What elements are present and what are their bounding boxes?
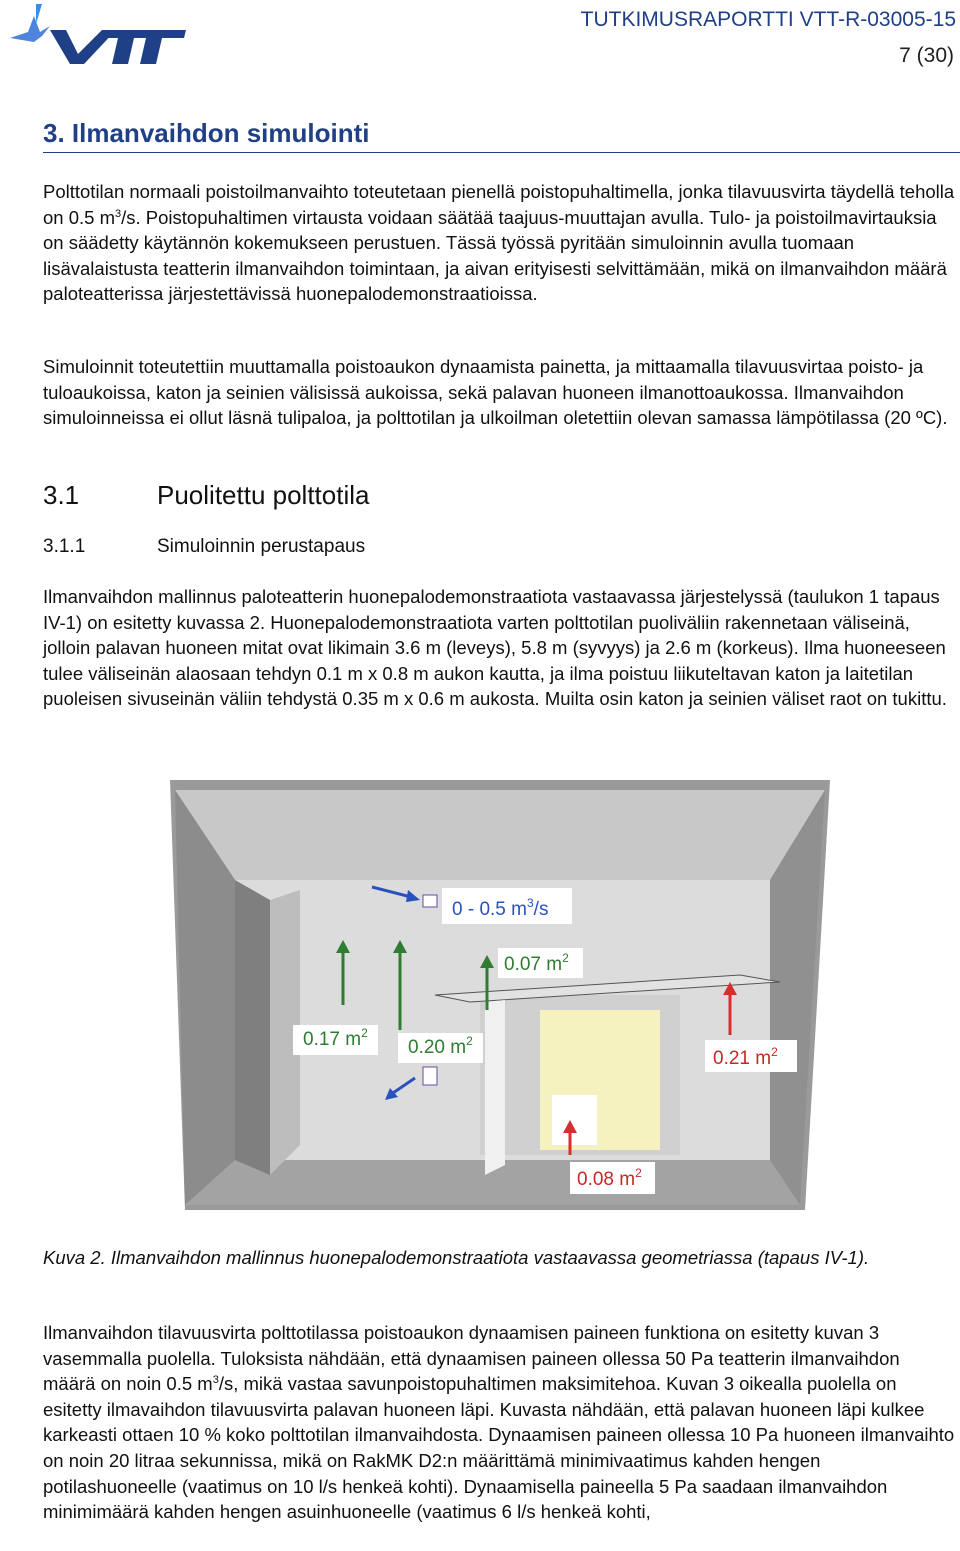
report-id: TUTKIMUSRAPORTTI VTT-R-03005-15 [580, 8, 956, 31]
figure-caption: Kuva 2. Ilmanvaihdon mallinnus huonepalodemonstraatiota vastaavassa geometriassa (tapaus IV-1). [43, 1247, 870, 1268]
ventilation-model-figure [140, 770, 840, 1220]
label-area-0-08: 0.08 $m^2$ [577, 1166, 642, 1190]
label-area-0-21: 0.21 $m^2$ [713, 1045, 778, 1069]
paragraph-3: Ilmanvaihdon mallinnus paloteatterin huonepalodemonstraatiota vastaavassa järjestelyssä (taulukon 1 tapaus IV-1) on esitetty kuvassa 2. Huonepalodemonstraatiota varten polttotilan puoliväliin rakennetaan väliseinä, jolloin palavan huoneen mitat ovat likimain 3.6 m (leveys), 5.8 m (syvyys) ja 2.6 m (korkeus). Ilma huoneeseen tulee väliseinän alaosaan tehdyn 0.1 m x 0.8 m aukon kautta, ja ilma poistuu liikuteltavan katon ja laitetilan puoleisen sivuseinän väliin tehdystä 0.35 m x 0.6 m aukosta. Muilta osin katon ja seinien väliset raot on tukittu. [43, 586, 947, 710]
vtt-logo [6, 2, 188, 64]
subsubsection-heading: 3.1.1 Simuloinnin perustapaus [43, 536, 366, 557]
paragraph-4: Ilmanvaihdon tilavuusvirta polttotilassa poistoaukon dynaamisen paineen funktiona on esitetty kuvan 3 vasemmalla puolella. Tuloksista nähdään, että dynaamisen paineen ollessa 50 Pa teatterin ilmanvaihdon määrä on noin 0.5 $m^3/s$, mikä vastaa savunpoistopuhaltimen maksimitehoa. Kuvan 3 oikealla puolella on esitetty ilmavaihdon tilavuusvirta palavan huoneen läpi. Kuvasta nähdään, että palavan huoneen läpi kulkee karkeasti ottaen 10 % koko polttotilan ilmanvaihdosta. Dynaamisen paineen ollessa 10 Pa huoneen ilmanvaihto on noin 20 litraa sekunnissa, mikä on RakMK D2:n määrittämä minimivaatimus kahden hengen potilashuoneelle (vaatimus on 10 l/s henkeä kohti). Dynaamisella paineella 5 Pa saadaan ilmanvaihdon minimimäärä kahden hengen asuinhuoneelle (vaatimus 6 l/s henkeä kohti, [43, 1322, 955, 1523]
label-area-0-07: 0.07 $m^2$ [504, 951, 569, 975]
logo-text: VTT [6, 2, 8, 3]
page-number: 7 (30) [899, 44, 954, 67]
paragraph-1: Polttotilan normaali poistoilmanvaihto toteutetaan pienellä poistopuhaltimella, jonka tilavuusvirta täydellä teholla on 0.5 $m^3/s$. Poistopuhaltimen virtausta voidaan säätää taajuus-muuttajan avulla. Tulo- ja poistoilmavirtauksia on säädetty käytännön kokemukseen perustuen. Tässä työssä pyritään simuloinnin avulla tuomaan lisävalaistusta teatterin ilmanvaihdon toimintaan, ja aivan erityisesti selvittämään, mikä on ilmanvaihdon määrä paloteatterissa järjestettävissä huonepalodemonstraatioissa. [43, 181, 955, 305]
heading-rule [43, 152, 960, 153]
label-area-0-20: 0.20 $m^2$ [408, 1034, 473, 1058]
label-exhaust-flow: 0 - 0.5 $m^3/s$ [452, 896, 549, 920]
label-area-0-17: 0.17 $m^2$ [303, 1026, 368, 1050]
paragraph-2: Simuloinnit toteutettiin muuttamalla poistoaukon dynaamista painetta, ja mittaamalla tilavuusvirtaa poisto- ja tuloaukoissa, katon ja seinien välisissä aukoissa, sekä palavan huoneen ilmanottoaukossa. Ilmanvaihdon simuloinneissa ei ollut läsnä tulipaloa, ja polttotilan ja ulkoilman oletettiin olevan samassa lämpötilassa (20 ºC). [43, 356, 948, 429]
subsection-heading: 3.1 Puolitettu polttotila [43, 480, 370, 510]
section-heading: 3. Ilmanvaihdon simulointi [43, 118, 370, 148]
